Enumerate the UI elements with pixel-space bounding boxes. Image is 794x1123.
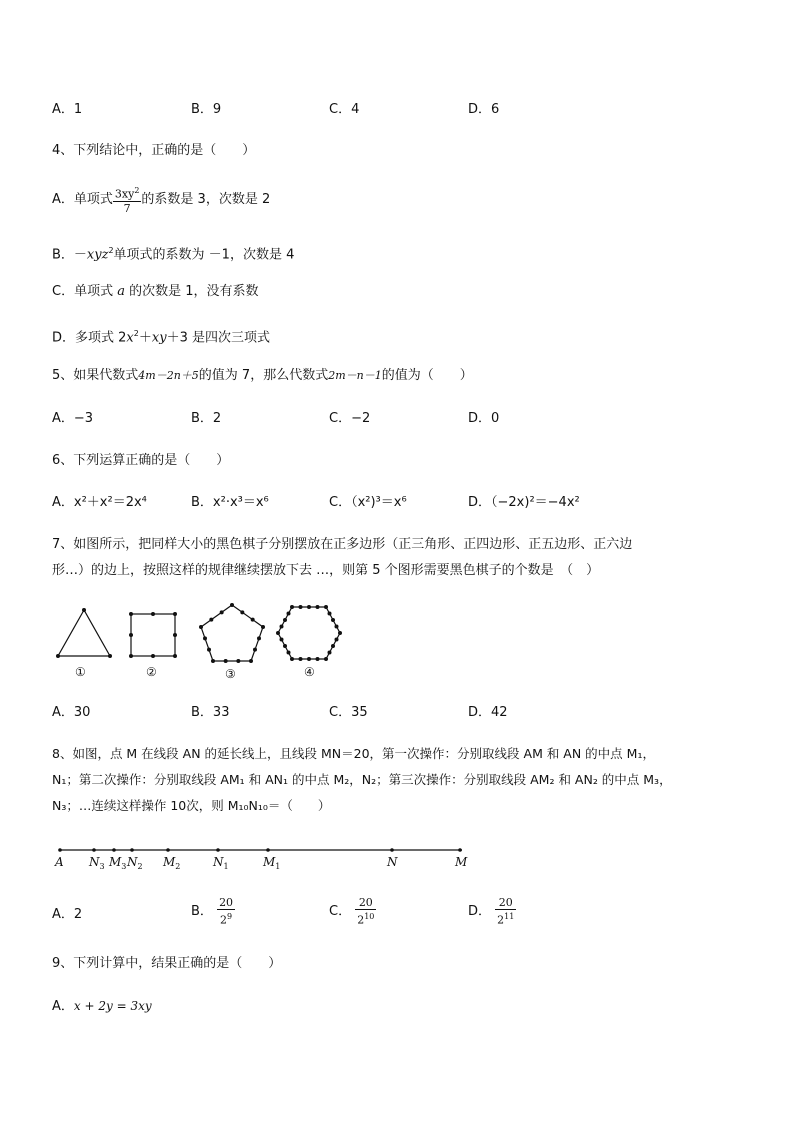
- chess-piece-dot: [173, 612, 177, 616]
- q4-a-fraction: $\frac{3xy^2}{7}$: [114, 186, 140, 215]
- chess-piece-dot: [299, 657, 303, 661]
- chess-piece-dot: [129, 612, 133, 616]
- segment-point-label: N: [387, 855, 398, 869]
- chess-piece-dot: [328, 651, 332, 655]
- chess-piece-dot: [324, 605, 328, 609]
- pentagon-shape: [201, 605, 263, 661]
- chess-piece-dot: [220, 610, 224, 614]
- q5-stem: 5、如果代数式4m－2n＋5的值为 7，那么代数式2m－n－1的值为（ ）: [52, 368, 473, 383]
- chess-piece-dot: [151, 654, 155, 658]
- q8-option-b: B． $\frac{20}{2^9}$: [191, 896, 234, 927]
- q3-option-a: A．1: [52, 102, 83, 117]
- q5-option-d: D．0: [468, 411, 500, 426]
- segment-points: [54, 848, 468, 871]
- segment-point-dot: [130, 848, 134, 852]
- q5-option-b: B．2: [191, 411, 222, 426]
- segment-point-dot: [58, 848, 62, 852]
- figure-label-1: ①: [75, 665, 86, 679]
- q8-stem-line2: N₁；第二次操作：分别取线段 AM₁ 和 AN₁ 的中点 M₂，N₂；第三次操作：分别取线段 AM₂ 和 AN₂ 的中点 M₃，: [52, 772, 672, 787]
- chess-piece-dot: [316, 657, 320, 661]
- q8-option-a: A．2: [52, 907, 83, 922]
- segment-point-label: A: [55, 855, 64, 869]
- q3-option-c: C．4: [329, 102, 360, 117]
- q7-option-c: C．35: [329, 705, 368, 720]
- segment-point-dot: [458, 848, 462, 852]
- triangle-shape: [58, 610, 110, 656]
- segment-point-label: $N_1$: [213, 855, 229, 871]
- chess-piece-dot: [299, 605, 303, 609]
- q7-option-b: B．33: [191, 705, 230, 720]
- chess-piece-dot: [335, 638, 339, 642]
- q8-stem-line3: N₃；…连续这样操作 10次，则 M₁₀N₁₀＝（ ）: [52, 798, 331, 813]
- chess-piece-dot: [287, 651, 291, 655]
- chess-piece-dot: [276, 631, 280, 635]
- segment-point-label: $M_1$: [263, 855, 281, 871]
- segment-point-label: $M_2$: [163, 855, 181, 871]
- figure-label-4: ④: [304, 665, 315, 679]
- chess-piece-dot: [328, 612, 332, 616]
- q4-stem: 4、下列结论中，正确的是（ ）: [52, 143, 256, 158]
- figure-label-2: ②: [146, 665, 157, 679]
- q3-option-d: D．6: [468, 102, 500, 117]
- q7-option-d: D．42: [468, 705, 508, 720]
- q6-option-b: B．x²·x³＝x⁶: [191, 495, 269, 510]
- chess-piece-dot: [331, 618, 335, 622]
- chess-piece-dot: [129, 633, 133, 637]
- chess-piece-dot: [331, 644, 335, 648]
- q3-option-b: B．9: [191, 102, 222, 117]
- chess-piece-dot: [316, 605, 320, 609]
- q6-option-a: A．x²＋x²＝2x⁴: [52, 495, 147, 510]
- q6-option-d: D．（−2x)²＝−4x²: [468, 495, 580, 510]
- chess-piece-dot: [209, 618, 213, 622]
- segment-point-label: $M_3$: [109, 855, 127, 871]
- chess-piece-dot: [236, 659, 240, 663]
- chess-piece-dot: [338, 631, 342, 635]
- q8-stem-line1: 8、如图，点 M 在线段 AN 的延长线上，且线段 MN＝20，第一次操作：分别取线段 AM 和 AN 的中点 M₁，: [52, 746, 655, 761]
- chess-piece-dot: [283, 644, 287, 648]
- chess-piece-dot: [173, 654, 177, 658]
- chess-piece-dot: [251, 618, 255, 622]
- q8-option-c: C． $\frac{20}{2^{10}}$: [329, 896, 375, 927]
- q6-option-c: C．（x²)³＝x⁶: [329, 495, 407, 510]
- polygon-dots: [56, 603, 342, 663]
- chess-piece-dot: [280, 638, 284, 642]
- chess-piece-dot: [240, 610, 244, 614]
- segment-point-label: M: [455, 855, 468, 869]
- chess-piece-dot: [56, 654, 60, 658]
- segment-point-dot: [92, 848, 96, 852]
- chess-piece-dot: [129, 654, 133, 658]
- chess-piece-dot: [280, 625, 284, 629]
- chess-piece-dot: [203, 636, 207, 640]
- chess-piece-dot: [230, 603, 234, 607]
- chess-piece-dot: [249, 659, 253, 663]
- q9-option-a: A．x + 2y = 3xy: [52, 999, 152, 1014]
- segment-point-dot: [390, 848, 394, 852]
- chess-piece-dot: [324, 657, 328, 661]
- segment-point-dot: [266, 848, 270, 852]
- chess-piece-dot: [287, 612, 291, 616]
- q7-option-a: A．30: [52, 705, 91, 720]
- chess-piece-dot: [290, 605, 294, 609]
- chess-piece-dot: [207, 648, 211, 652]
- q7-stem-line1: 7、如图所示，把同样大小的黑色棋子分别摆放在正多边形（正三角形、正四边形、正五边形、正六边: [52, 537, 633, 552]
- q8-segment-figure: [50, 840, 480, 872]
- q4-option-a: A．单项式 $\frac{3xy^2}{7}$ 的系数是 3，次数是 2: [52, 186, 271, 215]
- q8-option-d: D． $\frac{20}{2^{11}}$: [468, 896, 515, 927]
- chess-piece-dot: [253, 648, 257, 652]
- q5-option-a: A．−3: [52, 411, 94, 426]
- chess-piece-dot: [290, 657, 294, 661]
- segment-point-dot: [166, 848, 170, 852]
- chess-piece-dot: [335, 625, 339, 629]
- chess-piece-dot: [224, 659, 228, 663]
- chess-piece-dot: [151, 612, 155, 616]
- chess-piece-dot: [82, 608, 86, 612]
- chess-piece-dot: [108, 654, 112, 658]
- q4-option-d: D．多项式 $2x^2+xy+3$ 是四次三项式: [52, 329, 270, 346]
- chess-piece-dot: [307, 657, 311, 661]
- segment-point-dot: [112, 848, 116, 852]
- q7-polygon-figure: [50, 600, 350, 682]
- chess-piece-dot: [261, 625, 265, 629]
- chess-piece-dot: [173, 633, 177, 637]
- square-shape: [131, 614, 175, 656]
- figure-label-3: ③: [225, 667, 236, 681]
- chess-piece-dot: [211, 659, 215, 663]
- chess-piece-dot: [199, 625, 203, 629]
- q4-option-b: B．－xyz$^2$单项式的系数为 －1，次数是 4: [52, 246, 295, 263]
- q4-option-c: C．单项式 a 的次数是 1，没有系数: [52, 284, 259, 299]
- chess-piece-dot: [257, 636, 261, 640]
- segment-point-label: $N_2$: [127, 855, 143, 871]
- segment-point-dot: [216, 848, 220, 852]
- q7-stem-line2: 形…）的边上，按照这样的规律继续摆放下去 …，则第 5 个图形需要黑色棋子的个数是 （ ）: [52, 563, 600, 578]
- segment-point-label: $N_3$: [89, 855, 105, 871]
- q9-stem: 9、下列计算中，结果正确的是（ ）: [52, 956, 282, 971]
- chess-piece-dot: [307, 605, 311, 609]
- q6-stem: 6、下列运算正确的是（ ）: [52, 453, 230, 468]
- chess-piece-dot: [283, 618, 287, 622]
- q5-option-c: C．−2: [329, 411, 371, 426]
